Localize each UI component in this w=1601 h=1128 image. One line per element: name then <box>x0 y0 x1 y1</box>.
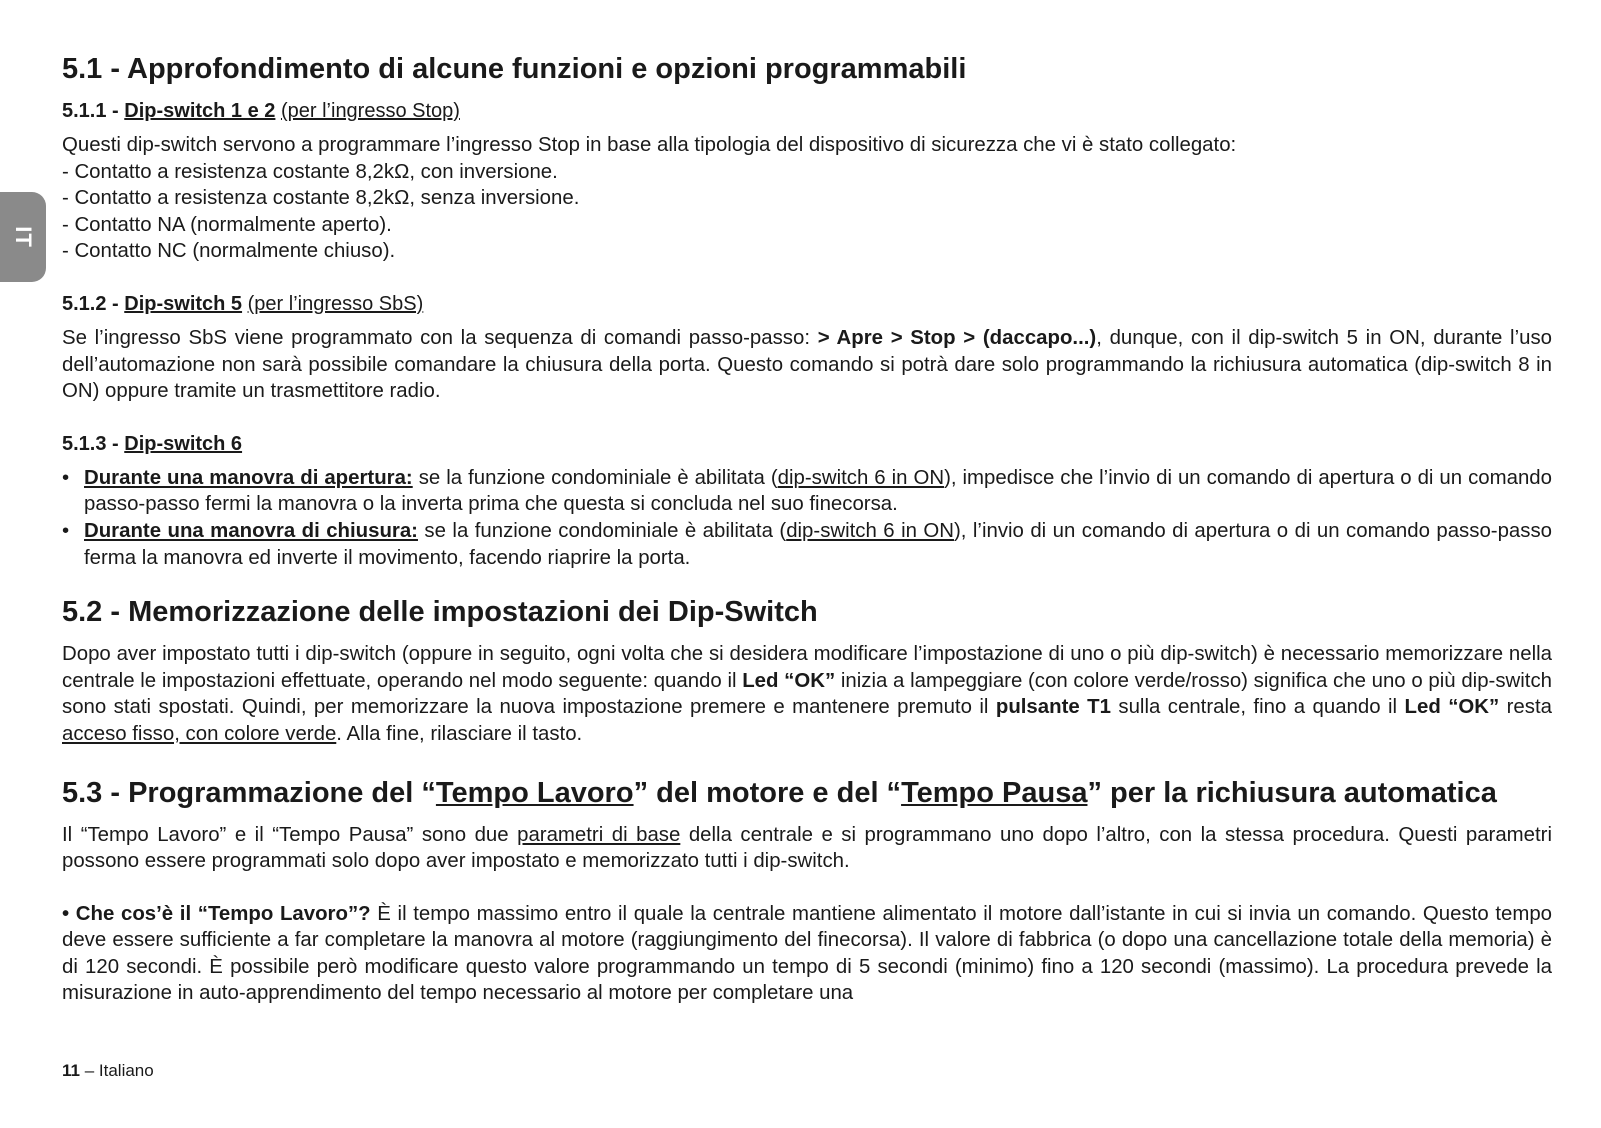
text-run: . Alla fine, rilasciare il tasto. <box>336 722 583 745</box>
section-5-1-title: 5.1 - Approfondimento di alcune funzioni e opzioni programmabili <box>62 53 967 85</box>
contact-option-2: - Contatto a resistenza costante 8,2kΩ, senza inversione. <box>62 187 580 210</box>
condominium-bullets <box>62 465 1552 571</box>
section-5-3-title <box>62 776 1552 810</box>
subsection-number: 5.1.1 - <box>62 100 125 122</box>
text-run: ” per la richiusura automatica <box>1087 776 1497 809</box>
subsection-number: 5.1.2 - <box>62 292 125 315</box>
contact-option-1: - Contatto a resistenza costante 8,2kΩ, con inversione. <box>62 160 558 183</box>
subsection-name: Dip-switch 1 e 2 <box>124 100 276 122</box>
bullet-opening <box>62 465 1552 518</box>
text-run: , dunque, con il dip-switch 5 in ON, durante l’uso dell’automazione non sarà possibile comandare la chiusura della porta. Questo comando si potrà dare solo programmando la richiusura automatica (dip-switch 8 in ON) oppure tramite un trasmettitore radio. <box>62 326 1552 403</box>
led-ok-bold: Led “OK” <box>1404 696 1500 719</box>
section-title-text <box>128 776 1552 810</box>
text-run: se la funzione condominiale è abilitata ( <box>417 519 787 542</box>
text-run: se la funzione condominiale è abilitata ( <box>412 466 778 489</box>
text-run: ” del motore e del “ <box>633 776 902 809</box>
subsection-5-1-3-title <box>62 431 1552 457</box>
footer-separator: – <box>79 1061 99 1080</box>
language-tab <box>0 192 46 282</box>
section-5-2-text <box>62 641 1552 747</box>
language-tab-label: IT <box>11 226 36 248</box>
text-run: inizia a lampeggiare (con colore verde/rosso) significa che uno o più dip-switch sono stati spostati. Quindi, per memorizzare la nuova impostazione premere e mantenere premuto il <box>62 669 1552 719</box>
text-run: ), impedisce che l’invio di un comando di apertura o di un comando passo-passo fermi la manovra o la inverta prima che questa si concluda nel suo finecorsa. <box>84 466 1552 516</box>
text-run: resta <box>1499 696 1552 719</box>
text-run: Dopo aver impostato tutti i dip-switch (oppure in seguito, ogni volta che si desidera modificare l’impostazione di uno o più dip-switch) è necessario memorizzare nella centrale le impostazioni effettuate, operando nel modo seguente: quando il <box>62 643 1552 692</box>
page-number: 11 <box>62 1061 80 1080</box>
subsection-number: 5.1.3 - <box>62 432 125 455</box>
tempo-pausa-underlined: Tempo Pausa <box>901 776 1088 809</box>
subsection-note: (per l’ingresso SbS) <box>247 292 424 315</box>
bullet-label: Durante una manovra di chiusura: <box>84 519 418 542</box>
footer-language: Italiano <box>98 1061 154 1080</box>
text-run: Programmazione del “ <box>128 776 436 809</box>
text-run: della centrale e si programmano uno dopo l’altro, con la stessa procedura. Questi parametri possono essere programmati solo dopo aver impostato e memorizzato tutti i dip-switch. <box>62 823 1552 873</box>
tempo-lavoro-underlined: Tempo Lavoro <box>435 776 634 809</box>
contact-option-4: - Contatto NC (normalmente chiuso). <box>62 240 396 263</box>
contact-option-3: - Contatto NA (normalmente aperto). <box>62 213 392 236</box>
text-run: Se l’ingresso SbS viene programmato con la sequenza di comandi passo-passo: <box>62 326 818 349</box>
text-run: Il “Tempo Lavoro” e il “Tempo Pausa” sono due <box>62 823 518 846</box>
subsection-5-1-1-title <box>62 98 1552 124</box>
page-footer <box>62 1061 154 1081</box>
sequence-bold: > Apre > Stop > (daccapo...) <box>817 326 1097 349</box>
text-run: sulla centrale, fino a quando il <box>1110 696 1405 719</box>
underlined-state: acceso fisso, con colore verde <box>62 722 337 745</box>
section-number: 5.3 - <box>62 776 129 809</box>
section-5-2-title: 5.2 - Memorizzazione delle impostazioni dei Dip-Switch <box>62 596 818 629</box>
question-bold: • Che cos’è il “Tempo Lavoro”? <box>62 902 371 925</box>
subsection-5-1-1-intro: Questi dip-switch servono a programmare l’ingresso Stop in base alla tipologia del dispositivo di sicurezza che vi è stato collegato: <box>62 134 1237 156</box>
section-5-3-intro <box>62 822 1552 875</box>
underlined-ref: dip-switch 6 in ON <box>777 466 945 489</box>
text-run: ), l’invio di un comando di apertura o di un comando passo-passo ferma la manovra ed inverte il movimento, facendo riaprire la porta. <box>84 519 1552 569</box>
subsection-note: (per l’ingresso Stop) <box>280 100 460 122</box>
button-t1-bold: pulsante T1 <box>995 696 1111 719</box>
subsection-name: Dip-switch 5 <box>124 292 243 315</box>
subsection-5-1-2-text <box>62 325 1552 405</box>
subsection-5-1-2-title <box>62 291 1552 317</box>
underlined-term: parametri di base <box>517 823 681 846</box>
bullet-label: Durante una manovra di apertura: <box>84 466 413 489</box>
underlined-ref: dip-switch 6 in ON <box>786 519 954 542</box>
page-content <box>62 52 1552 1007</box>
bullet-closing <box>62 518 1552 571</box>
text-run: È il tempo massimo entro il quale la centrale mantiene alimentato il motore dall’istante in cui si invia un comando. Questo tempo deve essere sufficiente a far completare la manovra al motore (raggiungimento del finecorsa). Il valore di fabbrica (o dopo una cancellazione totale della memoria) è di 120 secondi. È possibile però modificare questo valore programmando un tempo di 5 secondi (minimo) fino a 120 secondi (massimo). La procedura prevede la misurazione in auto-apprendimento del tempo necessario al motore per completare una <box>62 902 1553 1005</box>
tempo-lavoro-explanation <box>62 901 1552 1007</box>
subsection-name: Dip-switch 6 <box>124 432 243 455</box>
led-ok-bold: Led “OK” <box>742 669 836 692</box>
